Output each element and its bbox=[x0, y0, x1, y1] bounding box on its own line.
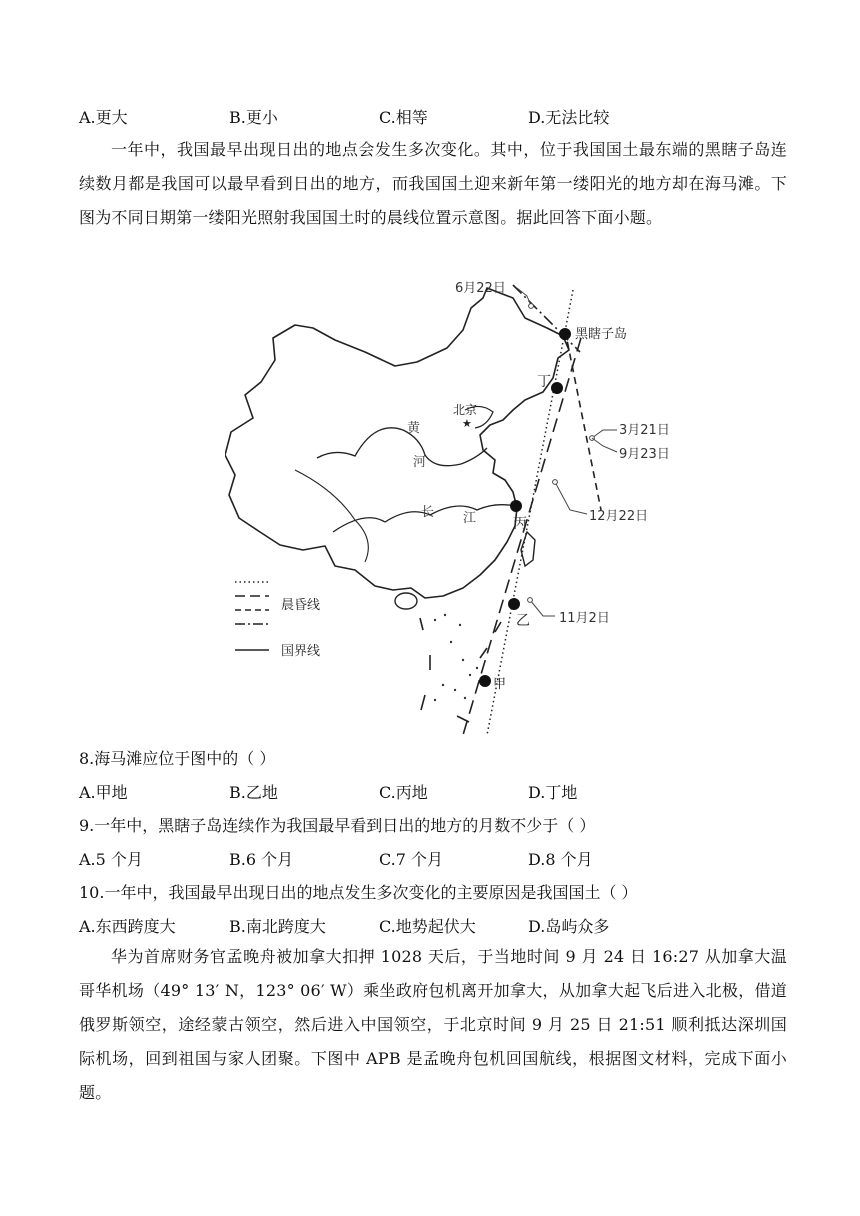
q10-options bbox=[79, 914, 799, 938]
yellow-river bbox=[317, 428, 487, 466]
label-ding: 丁 bbox=[537, 374, 551, 390]
taiwan-island bbox=[521, 532, 535, 566]
q9-stem: 9.一年中，黑瞎子岛连续作为我国最早看到日出的地方的月数不少于（ ） bbox=[79, 816, 596, 835]
label-chang-1: 长 bbox=[421, 505, 435, 520]
q10-option-a[interactable]: A.东西跨度大 bbox=[79, 917, 176, 936]
label-mar21: 3月21日 bbox=[619, 423, 670, 438]
q8-option-d[interactable]: D.丁地 bbox=[528, 783, 578, 802]
dawn-line-dotted bbox=[487, 290, 573, 735]
q8-options bbox=[79, 780, 799, 804]
dawn-line-short-dash bbox=[565, 330, 601, 510]
label-huang-1: 黄 bbox=[407, 421, 421, 436]
label-jun22: 6月22日 bbox=[455, 281, 506, 296]
q9-option-c[interactable]: C.7 个月 bbox=[379, 850, 444, 869]
label-beijing: 北京 bbox=[453, 403, 478, 417]
label-yi: 乙 bbox=[516, 613, 530, 629]
dawn-line-dash-dot bbox=[513, 285, 580, 352]
bing-marker bbox=[510, 500, 522, 512]
q9-option-a[interactable]: A.5 个月 bbox=[79, 850, 143, 869]
q8-option-a[interactable]: A.甲地 bbox=[79, 783, 128, 802]
q7-option-d[interactable]: D.无法比较 bbox=[528, 108, 610, 127]
q9-option-d[interactable]: D.8 个月 bbox=[528, 850, 593, 869]
q8-stem: 8.海马滩应位于图中的（ ） bbox=[79, 749, 276, 768]
ding-marker bbox=[551, 382, 563, 394]
q10-option-b[interactable]: B.南北跨度大 bbox=[229, 917, 326, 936]
q9-options bbox=[79, 847, 799, 871]
label-dec22: 12月22日 bbox=[589, 509, 649, 524]
q9-option-b[interactable]: B.6 个月 bbox=[229, 850, 294, 869]
q7-options bbox=[79, 105, 799, 129]
beijing-star-icon: ★ bbox=[462, 417, 472, 430]
label-huang-2: 河 bbox=[413, 455, 427, 470]
passage-flight: 华为首席财务官孟晚舟被加拿大扣押 1028 天后，于当地时间 9 月 24 日 16:27 从加拿大温哥华机场（49° 13′ N，123° 06′ W）乘坐政府包机离开加拿大，从加拿大起飞后进入北极，借道俄罗斯领空，途经蒙古领空，然后进入中国领空，于北京时间 9 月 25 日 21:51 顺利抵达深圳国际机场，回到祖国与家人团聚。下图中 APB 是孟晚舟包机回国航线，根据图文材料，完成下面小题。 bbox=[79, 947, 787, 1102]
q8-option-b[interactable]: B.乙地 bbox=[229, 783, 278, 802]
legend bbox=[235, 582, 320, 659]
legend-dawn-line: 晨昏线 bbox=[281, 598, 321, 613]
q8-option-c[interactable]: C.丙地 bbox=[379, 783, 428, 802]
dawn-line-map bbox=[225, 270, 695, 740]
legend-border: 国界线 bbox=[281, 644, 321, 659]
dawn-line-long-dash bbox=[463, 338, 581, 735]
q10-option-c[interactable]: C.地势起伏大 bbox=[379, 917, 476, 936]
q10-option-d[interactable]: D.岛屿众多 bbox=[528, 917, 610, 936]
heixiazi-marker bbox=[559, 328, 571, 340]
jia-marker bbox=[479, 675, 491, 687]
label-jia: 甲 bbox=[493, 677, 507, 692]
passage-sunrise: 一年中，我国最早出现日出的地点会发生多次变化。其中，位于我国国土最东端的黑瞎子岛连续数月都是我国可以最早看到日出的地方，而我国国土迎来新年第一缕阳光的地方却在海马滩。下图为不同日期第一缕阳光照射我国国土时的晨线位置示意图。据此回答下面小题。 bbox=[79, 140, 787, 227]
q7-option-c[interactable]: C.相等 bbox=[379, 108, 428, 127]
plateau-boundary bbox=[295, 470, 368, 562]
q7-option-b[interactable]: B.更小 bbox=[229, 108, 278, 127]
label-bing: 丙 bbox=[513, 516, 527, 532]
hainan-island bbox=[395, 593, 417, 609]
q10-stem: 10.一年中，我国最早出现日出的地点发生多次变化的主要原因是我国国土（ ） bbox=[79, 883, 638, 902]
label-sep23: 9月23日 bbox=[619, 447, 670, 462]
q7-option-a[interactable]: A.更大 bbox=[79, 108, 128, 127]
label-heixiazi: 黑瞎子岛 bbox=[575, 327, 628, 342]
label-nov2: 11月2日 bbox=[559, 611, 610, 626]
yi-marker bbox=[508, 598, 520, 610]
south-sea-dashes bbox=[420, 618, 501, 722]
label-chang-2: 江 bbox=[463, 511, 477, 526]
